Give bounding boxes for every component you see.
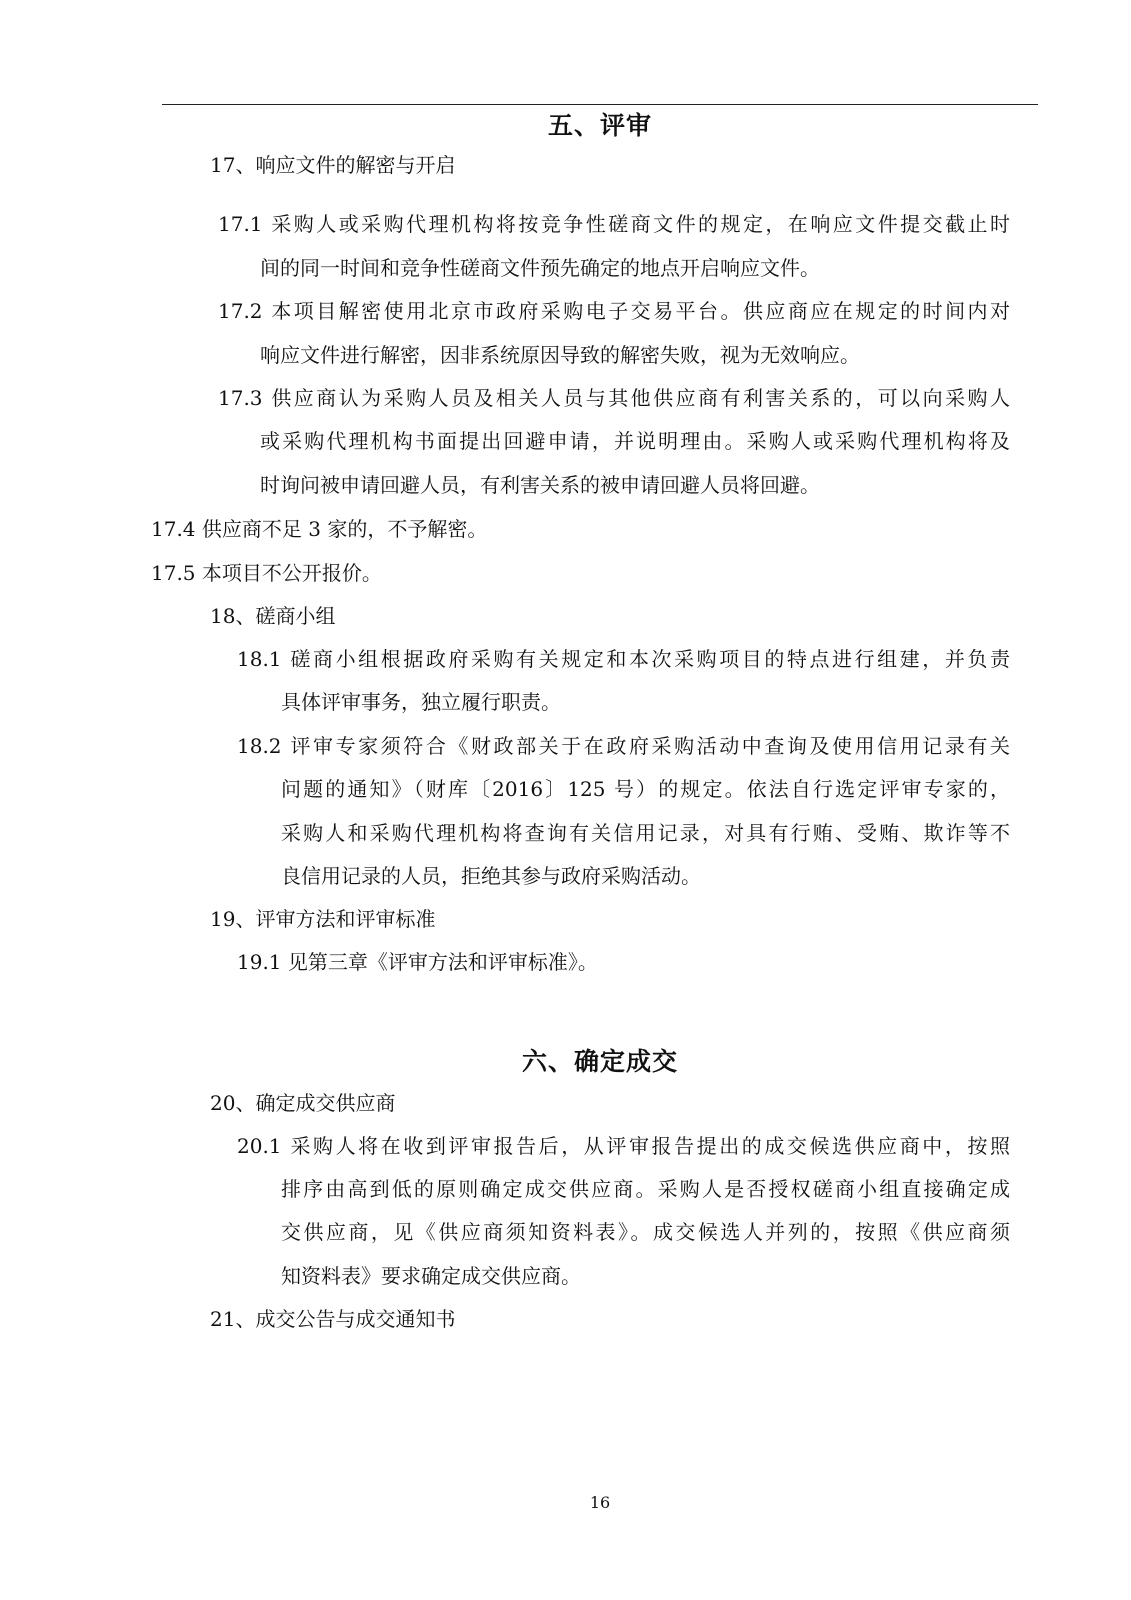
clause-20-1-line-4: 知资料表》要求确定成交供应商。 — [281, 1264, 581, 1288]
clause-17-2-line-2: 响应文件进行解密，因非系统原因导致的解密失败，视为无效响应。 — [260, 343, 860, 367]
clause-18-2-line-2: 问题的通知》（财库〔2016〕125 号）的规定。依法自行选定评审专家的， — [281, 777, 1010, 801]
clause-17-2-line-1: 17.2 本项目解密使用北京市政府采购电子交易平台。供应商应在规定的时间内对 — [218, 299, 1010, 323]
clause-17-3-line-2: 或采购代理机构书面提出回避申请，并说明理由。采购人或采购代理机构将及 — [260, 429, 1010, 453]
clause-17-5: 17.5 本项目不公开报价。 — [151, 561, 382, 585]
header-rule — [162, 104, 1038, 105]
clause-20-heading: 20、确定成交供应商 — [210, 1091, 396, 1115]
clause-17-3-line-3: 时询问被申请回避人员，有利害关系的被申请回避人员将回避。 — [260, 473, 820, 497]
clause-18-2-line-1: 18.2 评审专家须符合《财政部关于在政府采购活动中查询及使用信用记录有关 — [237, 734, 1010, 758]
clause-19-1: 19.1 见第三章《评审方法和评审标准》。 — [237, 950, 598, 974]
clause-17-1-line-1: 17.1 采购人或采购代理机构将按竞争性磋商文件的规定，在响应文件提交截止时 — [218, 212, 1010, 236]
clause-17-3-line-1: 17.3 供应商认为采购人员及相关人员与其他供应商有利害关系的，可以向采购人 — [218, 386, 1010, 410]
clause-17-1-line-2: 间的同一时间和竞争性磋商文件预先确定的地点开启响应文件。 — [260, 256, 820, 280]
clause-20-1-line-3: 交供应商，见《供应商须知资料表》。成交候选人并列的，按照《供应商须 — [281, 1220, 1010, 1244]
clause-17-4: 17.4 供应商不足 3 家的，不予解密。 — [151, 517, 488, 541]
clause-20-1-line-2: 排序由高到低的原则确定成交供应商。采购人是否授权磋商小组直接确定成 — [281, 1177, 1010, 1201]
clause-18-2-line-3: 采购人和采购代理机构将查询有关信用记录，对具有行贿、受贿、欺诈等不 — [281, 821, 1010, 845]
clause-21-heading: 21、成交公告与成交通知书 — [210, 1307, 456, 1331]
clause-17-heading: 17、响应文件的解密与开启 — [210, 153, 456, 177]
page-number: 16 — [589, 1493, 611, 1512]
clause-20-1-line-1: 20.1 采购人将在收到评审报告后，从评审报告提出的成交候选供应商中，按照 — [237, 1134, 1010, 1158]
section-title-award: 六、确定成交 — [521, 1047, 678, 1076]
clause-18-1-line-1: 18.1 磋商小组根据政府采购有关规定和本次采购项目的特点进行组建，并负责 — [237, 647, 1010, 671]
section-title-evaluation: 五、评审 — [547, 111, 652, 140]
clause-18-1-line-2: 具体评审事务，独立履行职责。 — [281, 690, 561, 714]
clause-18-heading: 18、磋商小组 — [210, 604, 336, 628]
clause-18-2-line-4: 良信用记录的人员，拒绝其参与政府采购活动。 — [281, 864, 701, 888]
clause-19-heading: 19、评审方法和评审标准 — [210, 907, 436, 931]
